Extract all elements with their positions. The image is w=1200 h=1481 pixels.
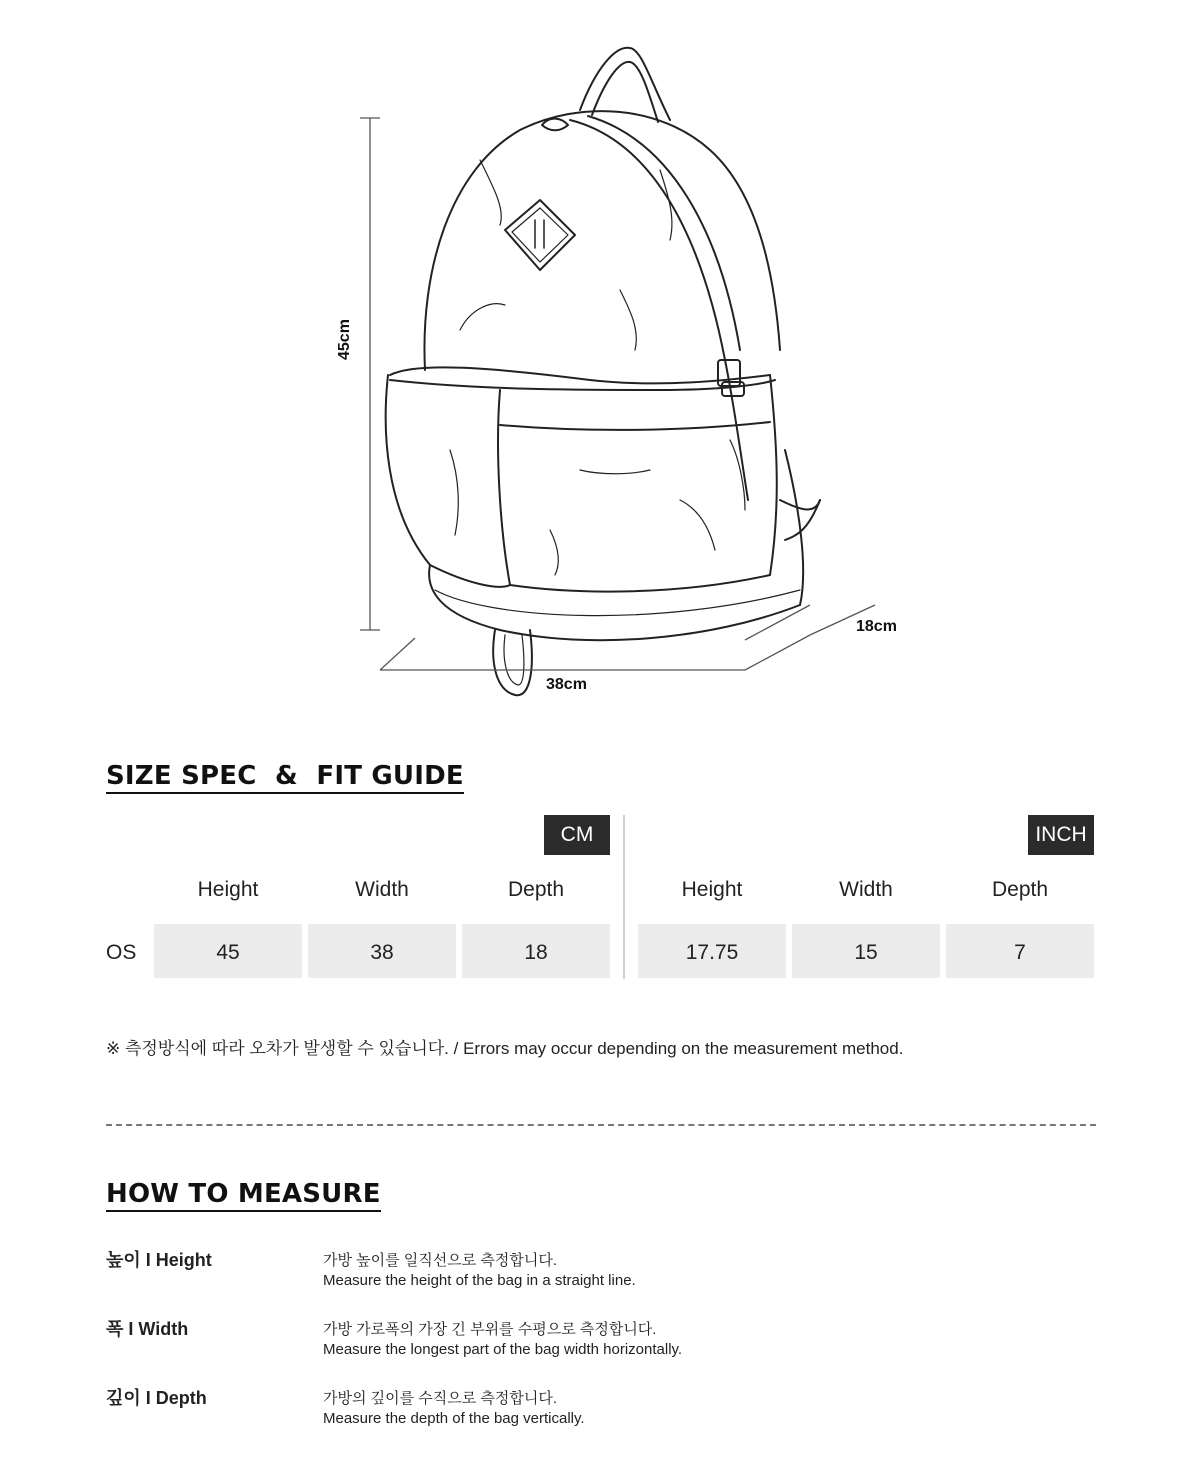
- section-divider: [106, 1124, 1096, 1126]
- depth-dimension-label: 18cm: [856, 618, 897, 635]
- column-header-width-inch: Width: [839, 878, 893, 901]
- measure-desc-en-depth: Measure the depth of the bag vertically.: [323, 1410, 585, 1427]
- size-spec-title: SIZE SPEC & FIT GUIDE: [106, 760, 464, 794]
- table-cell-width-cm: 38: [308, 924, 456, 978]
- unit-divider: [623, 815, 625, 979]
- measure-desc-kr-height: 가방 높이를 일직선으로 측정합니다.: [323, 1252, 558, 1269]
- size-row-label: OS: [106, 941, 137, 964]
- column-header-height-cm: Height: [197, 878, 259, 901]
- measure-desc-en-height: Measure the height of the bag in a straight line.: [323, 1272, 636, 1289]
- column-header-depth-cm: Depth: [507, 878, 565, 901]
- measure-label-width: 폭 I Width: [106, 1319, 189, 1339]
- backpack-illustration: [330, 30, 930, 710]
- height-dimension-label: 45cm: [336, 319, 353, 360]
- table-cell-width-inch: 15: [792, 924, 940, 978]
- table-cell-depth-cm: 18: [462, 924, 610, 978]
- measure-label-height: 높이 I Height: [106, 1250, 212, 1270]
- unit-badge-inch: INCH: [1028, 815, 1094, 855]
- measurement-note: ※ 측정방식에 따라 오차가 발생할 수 있습니다. / Errors may occur depending on the measurement method.: [106, 1039, 904, 1058]
- table-cell-depth-inch: 7: [946, 924, 1094, 978]
- backpack-drawing: [330, 30, 930, 710]
- column-header-height-inch: Height: [681, 878, 743, 901]
- measure-desc-kr-depth: 가방의 깊이를 수직으로 측정합니다.: [323, 1390, 558, 1407]
- measure-desc-en-width: Measure the longest part of the bag width horizontally.: [323, 1341, 683, 1358]
- how-to-measure-title: HOW TO MEASURE: [106, 1178, 381, 1212]
- table-cell-height-cm: 45: [154, 924, 302, 978]
- unit-badge-cm: CM: [544, 815, 610, 855]
- measure-label-depth: 깊이 I Depth: [106, 1388, 207, 1408]
- column-header-width-cm: Width: [355, 878, 409, 901]
- width-dimension-label: 38cm: [546, 676, 587, 693]
- measure-desc-kr-width: 가방 가로폭의 가장 긴 부위를 수평으로 측정합니다.: [323, 1321, 657, 1338]
- column-header-depth-inch: Depth: [991, 878, 1049, 901]
- table-cell-height-inch: 17.75: [638, 924, 786, 978]
